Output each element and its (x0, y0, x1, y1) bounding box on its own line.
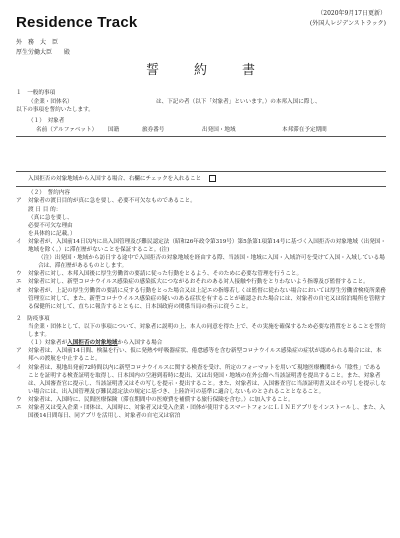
quarantine-item-c (16, 396, 386, 404)
subheading-post: から入国する場合 (117, 340, 163, 347)
item-text: 対象者は、入国時に、民間医療保険（滞在期間中の医療費を補償する旅行保険を含む。）に加入すること。 (28, 397, 294, 404)
check-instruction: 入国拒否の対象地域から入国する場合、右欄にチェックを入れること (28, 176, 202, 183)
pledge-item-b (16, 238, 386, 254)
item-text: 対象者は、現地出発前72時間以内に新型コロナウイルスに関する検査を受け、所定のフォーマットを用いて現地医療機関から「陰性」であることを証明する検査証明を取得し、日本国内の空港到着時に提出、又は出発国・地域の在外公館へ当該証明書を提出すること。また、対象者は、入国審査官に提示し、当該証明書又はその写しを提示・提出すること。また、対象者は、入国審査官に当該証明書又はその写しを提示しない場合には、出入国管理及び難民認定法の規定に基づき、上陸許可の基準に適合しないものとされることとなること。 (28, 364, 387, 395)
restricted-area-checkbox[interactable] (209, 175, 216, 182)
quarantine-item-a (16, 347, 386, 363)
pledge-item-e (16, 287, 386, 311)
col-name: 名前（アルファベット） (36, 127, 98, 134)
divider (16, 136, 386, 137)
company-text-cont: 以下の事項を誓約いたします。 (16, 106, 94, 113)
pledge-item-c (16, 270, 386, 278)
item-marker: オ (16, 287, 22, 294)
item-text: 対象者に対し、新型コロナウイルス感染症の感染拡大につながるおそれのある対人接触や行動をとりわないよう指導及び監督すること。 (28, 279, 369, 286)
item-marker: ア (16, 348, 22, 355)
item-marker: イ (16, 364, 22, 371)
track-subtitle: (外国人レジデンストラック) (309, 19, 386, 27)
target-columns (16, 126, 386, 134)
quarantine-item-b (16, 364, 386, 396)
item-text: 対象者が、入国前14日以内に出入国管理及び難民認定法（昭和26年政令第319号）第5条第1項第14号に基づく入国拒否の対象地域（出発国・地域を除く。）に滞在歴がないことを保証すること。(注) (28, 238, 386, 254)
col-passport: 旅券番号 (142, 127, 165, 134)
addressee-foreign-minister: 外 務 大 臣 (16, 39, 59, 46)
addressees (16, 38, 386, 58)
pledge-item-a (16, 197, 386, 205)
section-quarantine (16, 315, 386, 420)
restricted-area-term: 入国拒否の対象地域 (67, 340, 118, 347)
document-title: 誓 約 書 (145, 62, 266, 78)
item-marker: エ (16, 405, 22, 412)
purpose-label: 渡 日 目 的： (28, 206, 62, 213)
divider (16, 186, 386, 187)
section-1-2-heading: （２） 誓約内容 (28, 190, 70, 197)
company-label: （企業・団体名） (28, 98, 73, 105)
item-text: 対象者に対し、本邦入国後に厚生労働省の要請に従った行動をとるよう、そのために必要な管理を行うこと。 (28, 271, 303, 278)
item-text: 対象者又は受入企業・団体は、入国時に、対象者又は受入企業・団体が使用するスマートフォンにＬＩＮＥアプリをインストールし、また、入国後14日間毎日、同アプリを活用し、対象者の自宅又は宿泊 (28, 405, 385, 420)
update-info (310, 9, 386, 28)
company-text: は、下記の者（以下「対象者」といいます。）の本邦入国に際し、 (156, 98, 321, 105)
col-stay-period: 本邦滞在予定期間 (282, 127, 327, 134)
item-marker: ウ (16, 397, 22, 404)
section-1-heading: １ 一般的事項 (16, 89, 56, 96)
item-marker: ア (16, 198, 22, 205)
col-departure: 出発国・地域 (202, 127, 236, 134)
subheading-pre: （１）対象者が (28, 340, 68, 347)
section-2-1-heading (16, 339, 386, 347)
document-header (16, 0, 386, 38)
item-marker: イ (16, 238, 22, 245)
quarantine-item-d (16, 404, 386, 420)
section-general (16, 89, 386, 311)
update-date: （2020年9月17日更新） (317, 10, 386, 17)
item-text: 対象者は、入国前14日間、検温を行い、仮に発熱や呼吸器症状、倦怠感等を含む新型コロナウイルス感染症の症状が認められる場合には、本邦への渡航を中止すること。 (28, 348, 382, 363)
section-2-intro: 当企業・団体として、以下の事項について、対象者に説明の上、本人の同意を得た上で、その実施を確保するため必要な措置をとることを誓約します。 (28, 324, 386, 339)
reason-line-2: 必要不可欠な理由 (28, 222, 73, 229)
pledge-item-b-note: （注）出発国・地域から訪日する途中で入国拒否の対象地域を経由する際、当該国・地域に入国・入域許可を受けて入国・入域している場合は、滞在歴があるものとします。 (38, 255, 385, 270)
item-marker: ウ (16, 271, 22, 278)
section-2-heading: ２ 防疫事項 (16, 315, 50, 322)
company-line (16, 98, 386, 106)
item-text: 対象者の渡日目的が真に急を要し、必要不可欠なものであること。 (28, 198, 196, 205)
restricted-area-check-row (16, 175, 386, 183)
section-1-1-heading: （１） 対象者 (28, 117, 65, 124)
addressee-health-minister: 厚生労働大臣 殿 (16, 48, 71, 56)
reason-line-3: を具体的に記載。） (28, 230, 76, 237)
reason-line-1: （真に急を要し、 (28, 214, 73, 221)
col-nationality: 国籍 (108, 127, 120, 134)
divider (16, 171, 386, 172)
pledge-item-d (16, 278, 386, 286)
item-text: 対象者が、上記の厚生労働省の要請に反する行動をとった場合又は上記エの指導若しくは監督に従わない場合においては厚生労働省検疫所業務管理室に対して、また、新型コロナウイルス感染症の疑いのある症状を有することが確認された場合には、対象者の自宅又は宿泊場所を管轄する保健所に対して、直ちに報告するとともに、日本国政府の関係当局の指示に従うこと。 (28, 287, 386, 310)
residence-track-logo: Residence Track (16, 14, 138, 31)
item-marker: エ (16, 279, 22, 286)
target-entry-area (16, 139, 386, 169)
